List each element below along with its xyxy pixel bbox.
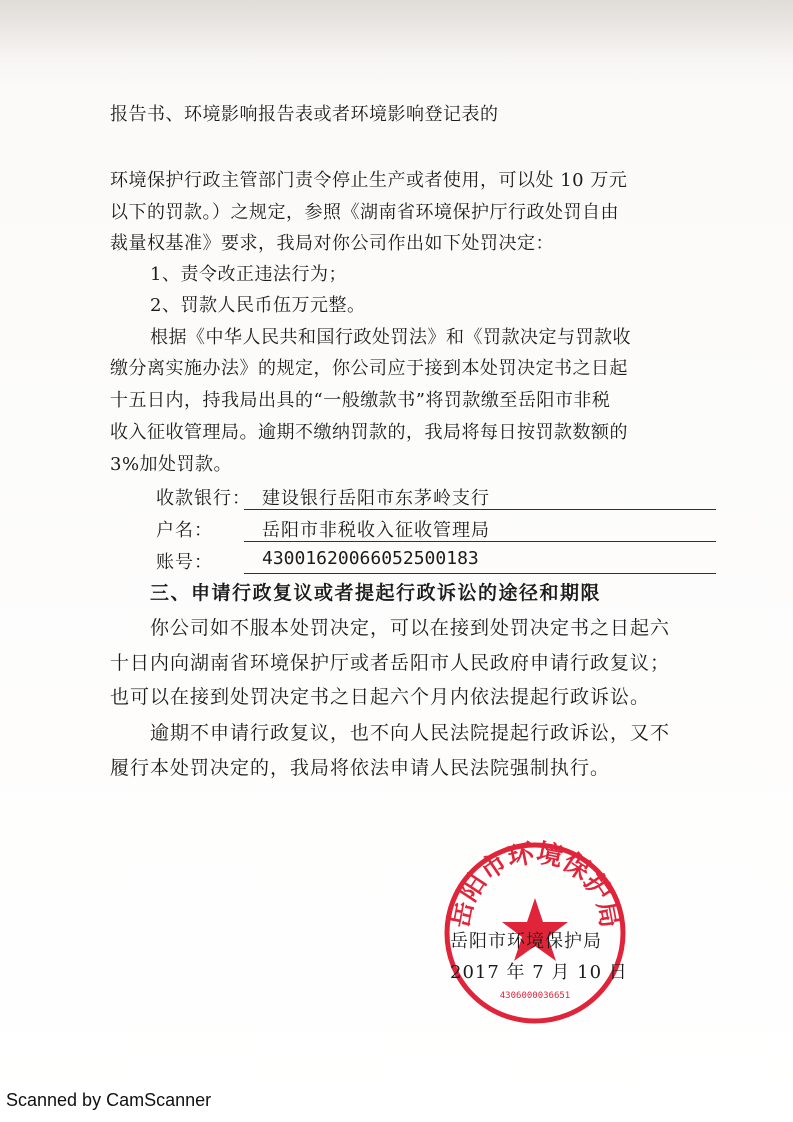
text-line-7: 根据《中华人民共和国行政处罚法》和《罚款决定与罚款收 (150, 327, 631, 348)
account-name-row (156, 516, 716, 542)
account-number-underline (244, 573, 716, 574)
section-line-5: 履行本处罚决定的，我局将依法申请人民法院强制执行。 (110, 757, 611, 779)
section-line-1: 你公司如不服本处罚决定，可以在接到处罚决定书之日起六 (150, 617, 671, 639)
section-line-4: 逾期不申请行政复议，也不向人民法院提起行政诉讼，又不 (150, 722, 671, 744)
text-line-1: 报告书、环境影响报告表或者环境影响登记表的 (110, 104, 499, 125)
text-line-8: 缴分离实施办法》的规定，你公司应于接到本处罚决定书之日起 (110, 358, 628, 379)
text-line-4: 裁量权基准》要求，我局对你公司作出如下处罚决定： (110, 233, 554, 254)
decision-item-2: 2、罚款人民币伍万元整。 (150, 295, 366, 316)
page-top-edge (0, 0, 793, 60)
bank-underline (244, 509, 716, 510)
bank-label: 收款银行： (156, 488, 251, 509)
account-number-label: 账号： (156, 552, 213, 573)
account-name-label: 户名： (156, 520, 213, 541)
text-line-9: 十五日内，持我局出具的“一般缴款书”将罚款缴至岳阳市非税 (110, 390, 611, 411)
issuer-name: 岳阳市环境保护局 (450, 931, 602, 952)
section-line-3: 也可以在接到处罚决定书之日起六个月内依法提起行政诉讼。 (110, 686, 651, 708)
scanner-watermark: Scanned by CamScanner (6, 1090, 212, 1110)
text-line-3: 以下的罚款。）之规定，参照《湖南省环境保护厅行政处罚自由 (110, 202, 619, 223)
seal-text: 岳阳市环境保护局 (445, 838, 625, 931)
issue-date: 2017 年 7 月 10 日 (450, 962, 628, 983)
text-line-2: 环境保护行政主管部门责令停止生产或者使用，可以处 10 万元 (110, 170, 628, 191)
text-line-10: 收入征收管理局。逾期不缴纳罚款的，我局将每日按罚款数额的 (110, 422, 628, 443)
account-number-row (156, 548, 716, 574)
account-name-value: 岳阳市非税收入征收管理局 (262, 520, 490, 541)
section-line-2: 十日内向湖南省环境保护厅或者岳阳市人民政府申请行政复议； (110, 652, 671, 674)
section-heading: 三、申请行政复议或者提起行政诉讼的途径和期限 (150, 582, 602, 604)
bank-value: 建设银行岳阳市东茅岭支行 (262, 488, 490, 509)
bank-row (156, 484, 716, 510)
text-line-11: 3%加处罚款。 (110, 454, 233, 475)
seal-number: 4306000036651 (499, 991, 571, 1001)
decision-item-1: 1、责令改正违法行为； (150, 264, 347, 285)
account-name-underline (244, 541, 716, 542)
account-number-value: 43001620066052500183 (262, 548, 479, 569)
